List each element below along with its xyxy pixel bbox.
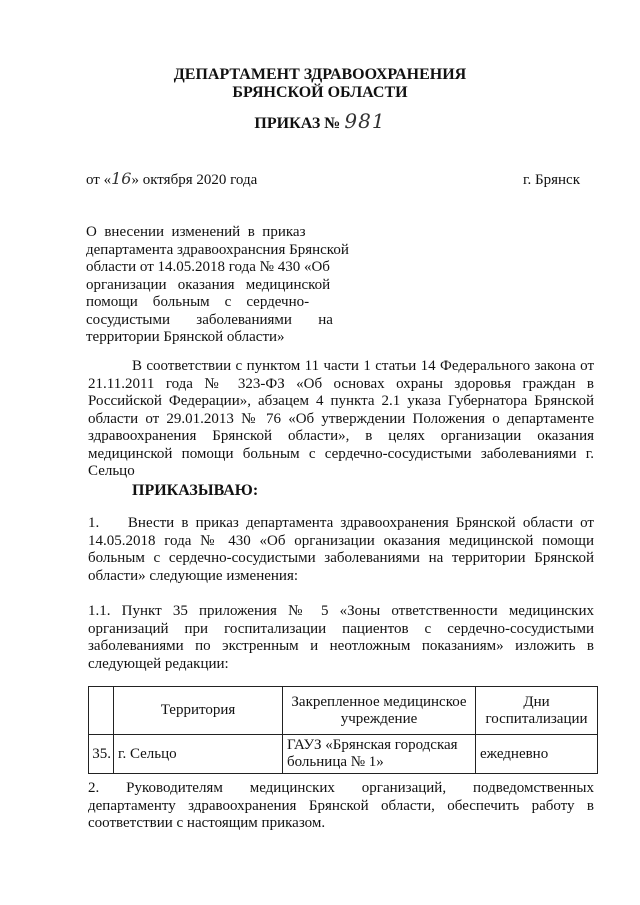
date-suffix: » октября 2020 года	[131, 172, 258, 188]
department-title-line2: БРЯНСКОЙ ОБЛАСТИ	[232, 84, 408, 101]
department-title	[0, 66, 640, 102]
table-row	[89, 735, 598, 774]
subject-line: департамента здравоохрансния Брянской	[86, 241, 349, 258]
subject-line: организации оказания медицинской	[86, 276, 331, 293]
subject-line: помощи больным с сердечно-	[86, 294, 310, 310]
order-number-handwritten: 981	[344, 109, 386, 133]
table-header-cell	[89, 687, 114, 735]
subject-line: сосудистыми заболеваниями на	[86, 311, 333, 328]
table-header-cell: Дни госпитализации	[476, 687, 598, 735]
order-heading	[0, 109, 640, 133]
subject-line: территории Брянской области»	[86, 329, 285, 345]
item-1-1-paragraph: 1.1. Пункт 35 приложения № 5 «Зоны ответственности медицинских организаций при госпитализации пациентов с сердечно-сосудистыми заболеваниями по экстренным и неотложным показаниям» изложить в следующей редакции:	[88, 603, 594, 672]
table-cell-days: ежедневно	[476, 735, 598, 774]
subject-line: области от 14.05.2018 года № 430 «Об	[86, 259, 330, 275]
order-word: ПРИКАЗЫВАЮ:	[132, 482, 259, 499]
date-day-handwritten: 16	[111, 169, 132, 188]
table-cell-institution: ГАУЗ «Брянская городская больница № 1»	[283, 735, 476, 774]
table-header-row	[89, 687, 598, 735]
table-cell-number: 35.	[89, 735, 114, 774]
item-1-paragraph: 1. Внести в приказ департамента здравоохранения Брянской области от 14.05.2018 года № 430 «Об организации оказания медицинской помощи больным с сердечно-сосудистыми заболеваниями на территории Брянской области» следующие изменения:	[88, 515, 598, 584]
table-cell-territory: г. Сельцо	[114, 735, 283, 774]
table-header-cell: Закрепленное медицинское учреждение	[283, 687, 476, 735]
department-title-line1: ДЕПАРТАМЕНТ ЗДРАВООХРАНЕНИЯ	[173, 66, 467, 83]
subject-line: О внесении изменений в приказ	[86, 224, 306, 240]
date-prefix: от «	[86, 172, 112, 188]
order-subject	[86, 224, 374, 347]
table-header-cell: Территория	[114, 687, 283, 735]
territory-table	[88, 686, 598, 774]
item-2-paragraph: 2. Руководителям медицинских организаций, подведомственных департаменту здравоохранения Брянской области, обеспечить работу в соответствии с настоящим приказом.	[88, 780, 598, 831]
preamble-paragraph: В соответствии с пунктом 11 части 1 статьи 14 Федерального закона от 21.11.2011 года № 323-ФЗ «Об основах охраны здоровья граждан в Российской Федерации», абзацем 4 пункта 2.1 указа Губернатора Брянской области от 29.01.2013 № 76 «Об утверждении Положения о департаменте здравоохранения Брянской области», в целях организации оказания медицинской помощи больным с сердечно-сосудистыми заболеваниями г. Сельцо	[88, 358, 594, 479]
city-label: г. Брянск	[523, 172, 580, 188]
order-label: ПРИКАЗ №	[254, 115, 341, 132]
